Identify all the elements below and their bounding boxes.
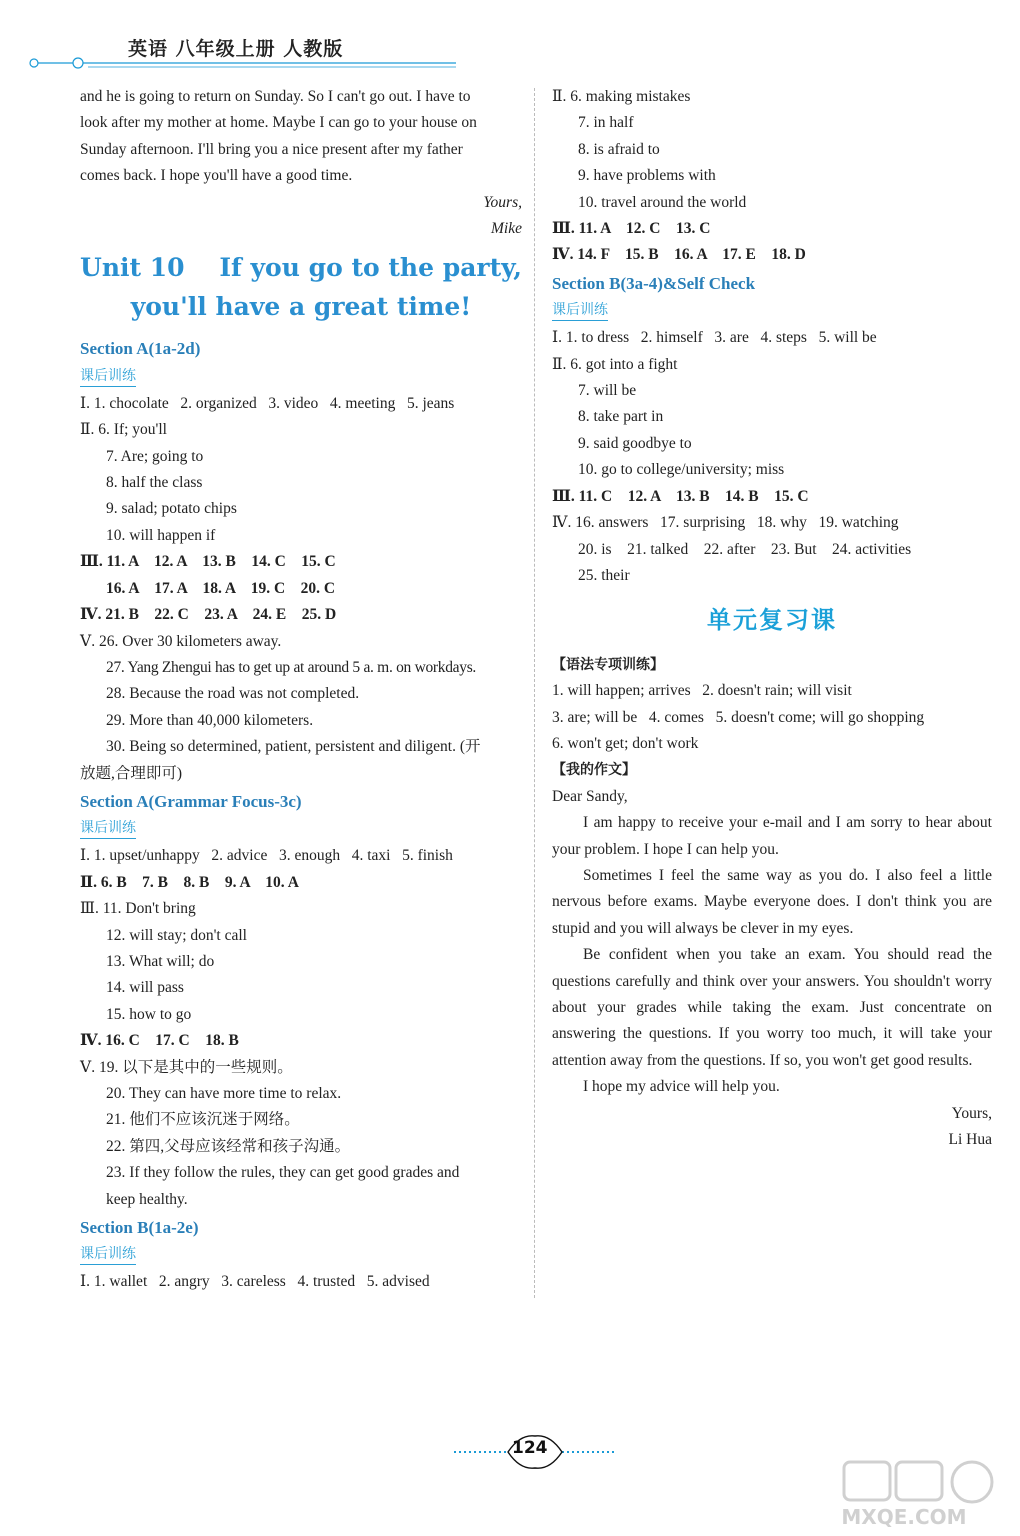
essay-signature: Li Hua bbox=[948, 1131, 992, 1149]
answer-line: 20. is 21. talked 22. after 23. But 24. activities bbox=[578, 540, 912, 558]
answer-line: Ⅳ. 14. F 15. B 16. A 17. E 18. D bbox=[552, 246, 806, 264]
exercise-label: 课后训练 bbox=[80, 366, 136, 387]
exercise-label: 课后训练 bbox=[80, 818, 136, 839]
answer-line: Ⅱ. 6. making mistakes bbox=[552, 88, 691, 105]
answer-line: 1. will happen; arrives 2. doesn't rain; will visit bbox=[552, 682, 852, 700]
answer-line: 8. half the class bbox=[106, 474, 203, 492]
page-footer bbox=[450, 1432, 620, 1472]
section-title: Section A(Grammar Focus-3c) bbox=[80, 791, 302, 811]
answer-line: Ⅲ. 11. A 12. C 13. C bbox=[552, 220, 711, 238]
answer-line: 7. in half bbox=[578, 114, 634, 132]
answer-line: 10. travel around the world bbox=[578, 193, 747, 211]
unit-title-line-2: you'll have a great time! bbox=[130, 292, 472, 322]
answer-line: Ⅴ. 19. 以下是其中的一些规则。 bbox=[80, 1058, 293, 1076]
page-header bbox=[28, 30, 458, 70]
answer-line: 12. will stay; don't call bbox=[106, 926, 247, 944]
book-title: 英语 八年级上册 人教版 bbox=[128, 38, 344, 60]
answer-line: 27. Yang Zhengui has to get up at around 5 a. m. on workdays. bbox=[106, 658, 477, 676]
answer-line: Ⅴ. 26. Over 30 kilometers away. bbox=[80, 632, 282, 650]
left-column bbox=[80, 84, 522, 1296]
answer-line: Ⅱ. 6. If; you'll bbox=[80, 421, 167, 439]
essay-closing: Yours, bbox=[951, 1104, 992, 1122]
answer-line: Ⅲ. 11. C 12. A 13. B 14. B 15. C bbox=[552, 487, 809, 505]
text-line: look after my mother at home. Maybe I can go to your house on bbox=[80, 114, 477, 132]
answer-line: 8. take part in bbox=[578, 408, 664, 426]
answer-line: 25. their bbox=[578, 566, 630, 584]
section-title: Section A(1a-2d) bbox=[80, 339, 201, 359]
letter-ending bbox=[80, 84, 522, 242]
exercise-label: 课后训练 bbox=[80, 1244, 136, 1265]
answer-line: 6. won't get; don't work bbox=[552, 734, 699, 752]
unit-title bbox=[80, 248, 522, 326]
watermark-text: MXQE.COM bbox=[841, 1505, 967, 1529]
letter-closing: Yours, bbox=[483, 193, 522, 211]
answer-line: 9. salad; potato chips bbox=[106, 500, 237, 518]
answer-line: Ⅲ. 11. Don't bring bbox=[80, 900, 196, 918]
answer-line: Ⅰ. 1. upset/unhappy 2. advice 3. enough 4. taxi 5. finish bbox=[80, 847, 453, 865]
answer-line: 10. will happen if bbox=[106, 526, 216, 544]
letter-signature: Mike bbox=[491, 220, 522, 238]
essay-paragraph: Sometimes I feel the same way as you do. I also feel a little nervous before exams. Maybe everyone does. I don't think you are stupid and you will always be clever in my eyes. bbox=[552, 866, 992, 937]
answer-line: 21. 他们不应该沉迷于网络。 bbox=[106, 1111, 300, 1129]
answer-line: Ⅱ. 6. B 7. B 8. B 9. A 10. A bbox=[80, 873, 299, 891]
essay-paragraph: I hope my advice will help you. bbox=[583, 1078, 780, 1096]
review-title: 单元复习课 bbox=[707, 606, 837, 635]
answer-line: 15. how to go bbox=[106, 1005, 192, 1023]
answer-line: 16. A 17. A 18. A 19. C 20. C bbox=[106, 579, 336, 597]
answer-line: 23. If they follow the rules, they can get good grades and bbox=[106, 1164, 460, 1182]
essay-paragraph: I am happy to receive your e-mail and I am sorry to hear about your problem. I hope I can help you. bbox=[552, 814, 992, 858]
answer-line: 9. said goodbye to bbox=[578, 434, 692, 452]
answer-line: 9. have problems with bbox=[578, 167, 716, 185]
essay-greeting: Dear Sandy, bbox=[552, 787, 628, 805]
answer-line: Ⅲ. 11. A 12. A 13. B 14. C 15. C bbox=[80, 553, 336, 571]
answer-line: 7. will be bbox=[578, 382, 637, 400]
essay-paragraph: Be confident when you take an exam. You should read the questions carefully and think over your answers. You shouldn't worry about your grades while taking the exam. Just concentrate on answering the questions. If you worry too much, it will take your attention away from the questions. If so, you won't get good results. bbox=[552, 946, 992, 1069]
answer-line: 20. They can have more time to relax. bbox=[106, 1085, 342, 1102]
answer-line: Ⅳ. 16. C 17. C 18. B bbox=[80, 1032, 239, 1050]
answer-line: 8. is afraid to bbox=[578, 140, 660, 158]
answer-line: 29. More than 40,000 kilometers. bbox=[106, 711, 314, 729]
answer-line: Ⅰ. 1. wallet 2. angry 3. careless 4. trusted 5. advised bbox=[80, 1273, 430, 1291]
column-divider bbox=[534, 88, 535, 1298]
text-line: Sunday afternoon. I'll bring you a nice present after my father bbox=[80, 140, 463, 158]
section-title: Section B(3a-4)&Self Check bbox=[552, 273, 756, 293]
unit-title-line-1: Unit 10 If you go to the party, bbox=[80, 253, 522, 283]
answer-line: 22. 第四,父母应该经常和孩子沟通。 bbox=[106, 1137, 351, 1155]
answer-line: 3. are; will be 4. comes 5. doesn't come; will go shopping bbox=[552, 708, 925, 726]
text-line: comes back. I hope you'll have a good time. bbox=[80, 167, 353, 185]
answer-line: 放题,合理即可) bbox=[80, 764, 183, 782]
exercise-label: 课后训练 bbox=[552, 300, 608, 321]
essay-heading: 【我的作文】 bbox=[552, 762, 636, 779]
section-title: Section B(1a-2e) bbox=[80, 1218, 199, 1238]
text-line: and he is going to return on Sunday. So I can't go out. I have to bbox=[80, 88, 471, 105]
answer-line: Ⅳ. 21. B 22. C 23. A 24. E 25. D bbox=[80, 606, 337, 624]
grammar-heading: 【语法专项训练】 bbox=[552, 656, 664, 673]
right-column bbox=[552, 84, 992, 1153]
answer-line: 7. Are; going to bbox=[106, 447, 204, 465]
answer-line: keep healthy. bbox=[106, 1190, 188, 1208]
answer-line: Ⅰ. 1. to dress 2. himself 3. are 4. steps 5. will be bbox=[552, 329, 877, 347]
answer-line: 13. What will; do bbox=[106, 952, 215, 970]
answer-line: Ⅰ. 1. chocolate 2. organized 3. video 4. meeting 5. jeans bbox=[80, 394, 455, 412]
answer-line: 10. go to college/university; miss bbox=[578, 461, 785, 479]
page-number: 124 bbox=[512, 1438, 548, 1458]
watermark-logo bbox=[804, 1460, 1004, 1530]
answer-line: Ⅱ. 6. got into a fight bbox=[552, 355, 678, 373]
answer-line: 28. Because the road was not completed. bbox=[106, 685, 360, 703]
answer-line: 30. Being so determined, patient, persistent and diligent. (开 bbox=[106, 738, 481, 756]
answer-line: Ⅳ. 16. answers 17. surprising 18. why 19. watching bbox=[552, 514, 899, 532]
answer-line: 14. will pass bbox=[106, 979, 184, 997]
